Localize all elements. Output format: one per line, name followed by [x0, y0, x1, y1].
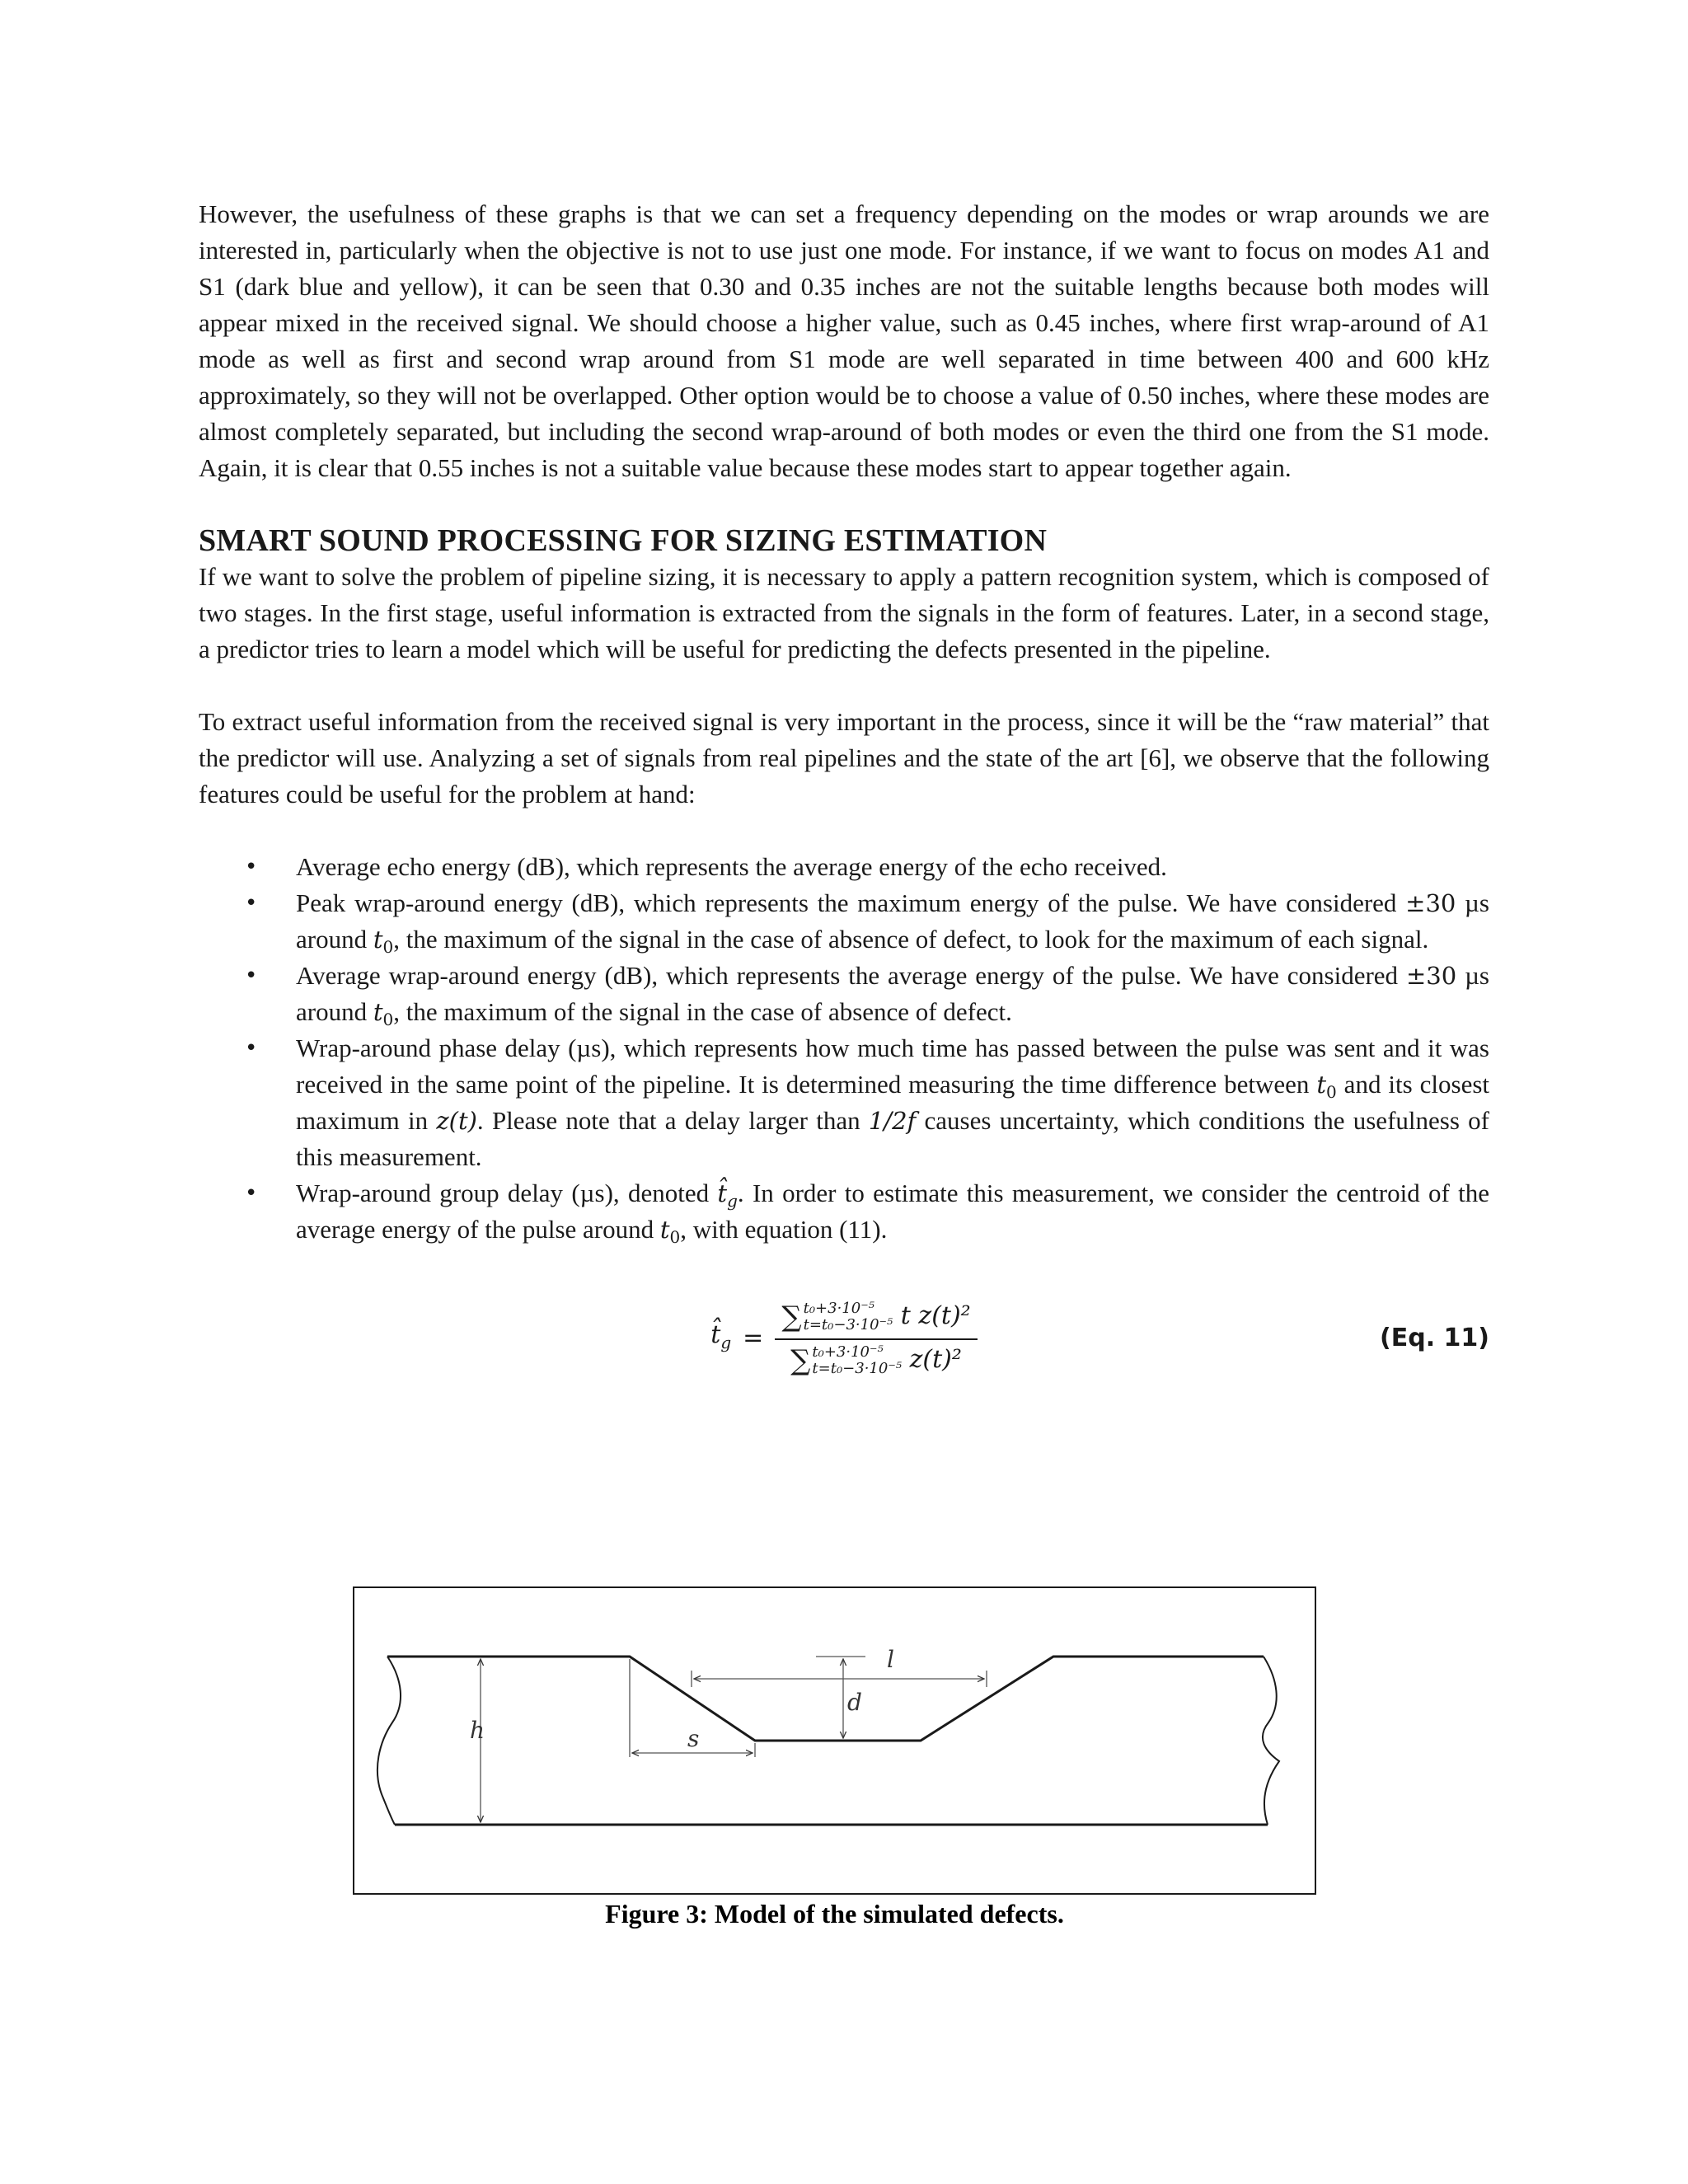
pipe-top-profile: [387, 1657, 1264, 1741]
paragraph-pattern-recognition: If we want to solve the problem of pipeline sizing, it is necessary to apply a pattern recognition system, which is composed of two stages. In the first stage, useful information is extracted from the signals in the form of features. Later, in a second stage, a predictor tries to learn a model which will be useful for predicting the defects presented in the pipeline.: [199, 562, 1489, 663]
label-h: h: [470, 1717, 485, 1744]
defect-model-figure: [353, 1586, 1316, 1895]
eq-lhs: $t̂_g$: [710, 1319, 732, 1352]
label-s: s: [687, 1725, 700, 1752]
pipe-left-break: [377, 1657, 401, 1825]
list-item: • Peak wrap-around energy (dB), which represents the maximum energy of the pulse. We have considered ±30 µs around $t_0$, the maximum of the signal in the case of absence of defect, to look for the maximum of each signal.: [199, 885, 1489, 958]
feature-list: [199, 849, 1489, 1248]
list-item: • Wrap-around group delay (µs), denoted $t̂_g$. In order to estimate this measurement, we consider the centroid of the average energy of the pulse around $t_0$, with equation (11).: [199, 1175, 1489, 1248]
equation-body: [199, 1281, 1489, 1396]
paragraph-feature-extraction: To extract useful information from the received signal is very important in the process, since it will be the “raw material” that the predictor will use. Analyzing a set of signals from real pipelines and the state of the art [6], we observe that the following features could be useful for the problem at hand:: [199, 707, 1489, 808]
section-heading: SMART SOUND PROCESSING FOR SIZING ESTIMATION: [199, 523, 1048, 558]
defect-model-diagram: [354, 1588, 1315, 1893]
list-item: • Average echo energy (dB), which represents the average energy of the echo received.: [199, 849, 1489, 885]
equation-label: (Eq. 11): [1380, 1324, 1489, 1352]
eq-numerator: ∑ t₀+3·10⁻⁵ t=t₀−3·10⁻⁵ t z(t)²: [775, 1298, 977, 1340]
pipe-right-break: [1263, 1657, 1279, 1825]
eq-equals: =: [743, 1324, 764, 1352]
list-item: • Average wrap-around energy (dB), which represents the average energy of the pulse. We have considered ±30 µs around $t_0$, the maximum of the signal in the case of absence of defect.: [199, 958, 1489, 1030]
document-page: [199, 196, 1489, 1396]
paragraph-frequency-choice: However, the usefulness of these graphs is that we can set a frequency depending on the modes or wrap arounds we are interested in, particularly when the objective is not to use just one mode. For instance, if we want to focus on modes A1 and S1 (dark blue and yellow), it can be seen that 0.30 and 0.35 inches are not the suitable lengths because both modes will appear mixed in the received signal. We should choose a higher value, such as 0.45 inches, where first wrap-around of A1 mode as well as first and second wrap around from S1 mode are well separated in time between 400 and 600 kHz approximately, so they will not be overlapped. Other option would be to choose a value of 0.50 inches, where these modes are almost completely separated, but including the second wrap-around of both modes or even the third one from the S1 mode. Again, it is clear that 0.55 inches is not a suitable value because these modes start to appear together again.: [199, 199, 1489, 482]
eq-denominator: ∑ t₀+3·10⁻⁵ t=t₀−3·10⁻⁵ z(t)²: [790, 1343, 962, 1377]
equation-11: [199, 1281, 1489, 1396]
label-d: d: [847, 1689, 862, 1716]
eq-fraction: [775, 1298, 977, 1379]
label-l: l: [887, 1646, 894, 1673]
figure-caption: Figure 3: Model of the simulated defects.: [605, 1899, 1064, 1929]
list-item: • Wrap-around phase delay (µs), which represents how much time has passed between the pulse was sent and it was received in the same point of the pipeline. It is determined measuring the time difference between $t_0$ and its closest maximum in z(t). Please note that a delay larger than 1/2f causes uncertainty, which conditions the usefulness of this measurement.: [199, 1030, 1489, 1175]
